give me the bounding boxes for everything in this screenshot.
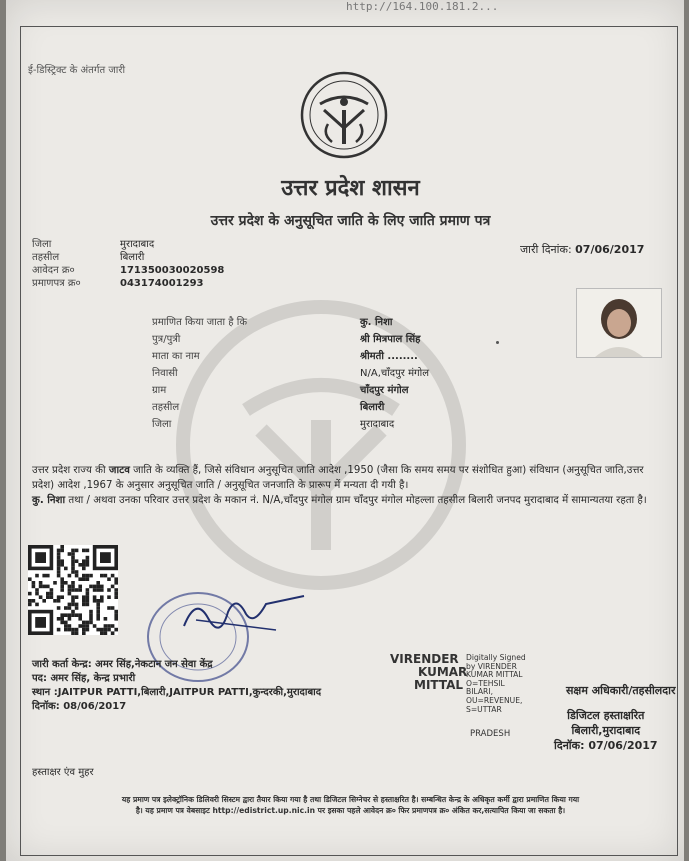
body-text: जाति के व्यक्ति हैं, जिसे संविधान अनुसूचित जाति आदेश ,1950 (जैसा कि समय समय पर संशोधित हुआ) संविधान (अनुसूचित जाति,उत्तर प्रदेश) आदेश ,1967 के अनुसार अनुसूचित जाति / अनुसूचित जनजाति के प्रारूप में मन्यता दी गयी है। — [32, 465, 644, 491]
field-label: प्रमाणित किया जाता है कि — [152, 316, 248, 328]
issue-date — [520, 242, 644, 257]
body-text: तथा / अथवा उनका परिवार उत्तर प्रदेश के मकान नं. N/A,चाँदपुर मंगोल ग्राम चाँदपुर मंगोल मोहल्ला तहसील बिलारी जनपद मुरादाबाद में सामान्यतया रहता है। — [65, 495, 647, 506]
person-photo-icon — [577, 289, 661, 357]
meta-label: प्रमाणपत्र क्र० — [32, 278, 81, 289]
digital-signed-location: बिलारी,मुरादाबाद — [571, 724, 641, 737]
digital-signature-details — [466, 654, 546, 739]
field-label: तहसील — [152, 401, 180, 413]
footer-line: है। यह प्रमाण पत्र वेबसाइट http://edistrict.up.nic.in पर इसका पहले आवेदन क्र० फिर प्रमाणपत्र क्र० अंकित कर,सत्यापित किया जा सकता है। — [135, 806, 566, 815]
field-label: माता का नाम — [152, 350, 200, 362]
certificate-body — [32, 463, 662, 508]
field-label: जिला — [152, 418, 172, 430]
qr-code-icon — [28, 545, 118, 635]
field-label: ग्राम — [152, 384, 167, 396]
sig-detail-line: O=TEHSIL — [466, 678, 505, 688]
issuer-block — [32, 658, 321, 714]
field-value: N/A,चाँदपुर मंगोल — [360, 367, 430, 379]
field-row — [152, 380, 429, 397]
govt-title: उत्तर प्रदेश शासन — [281, 175, 420, 201]
meta-value: बिलारी — [120, 252, 145, 263]
field-value: बिलारी — [360, 401, 385, 413]
field-row — [152, 363, 429, 380]
officer-designation: सक्षम अधिकारी/तहसीलदार — [566, 684, 676, 697]
meta-label: जिला — [32, 239, 52, 250]
sign-and-seal-label: हस्ताक्षर एंव मुहर — [32, 767, 94, 778]
meta-value: मुरादाबाद — [120, 239, 155, 250]
handwritten-signature-icon — [176, 590, 306, 636]
field-label: पुत्र/पुत्री — [152, 333, 181, 345]
certificate-title: उत्तर प्रदेश के अनुसूचित जाति के लिए जाति प्रमाण पत्र — [210, 213, 491, 229]
meta-value: 043174001293 — [120, 278, 204, 289]
field-value: मुरादाबाद — [360, 418, 395, 430]
sig-detail-line: Digitally Signed — [466, 653, 526, 662]
footer-line: यह प्रमाण पत्र इलेक्ट्रॉनिक डिलिवरी सिस्टम द्वारा तैयार किया गया है तथा डिजिटल सिग्नेचर से हस्ताक्षरित है। सम्बन्धित केन्द्र के अधिकृत कर्मी द्वारा प्रमाणित किया गया — [121, 795, 580, 804]
field-row — [152, 346, 429, 363]
sig-detail-line: BILARI, — [466, 687, 493, 697]
meta-row-application-no — [32, 264, 224, 277]
sig-detail-pradesh: PRADESH — [470, 729, 511, 740]
signer-name-line: KUMAR — [418, 665, 468, 679]
sig-detail-line: S=UTTAR — [466, 704, 502, 714]
meta-row-certificate-no — [32, 277, 224, 290]
meta-label: तहसील — [32, 252, 60, 263]
field-value: कु. निशा — [360, 316, 393, 328]
digital-signed-date: दिनॉक: 07/06/2017 — [554, 739, 658, 752]
field-row — [152, 312, 429, 329]
issuer-date: दिनॉक: 08/06/2017 — [32, 701, 127, 712]
sig-detail-line: OU=REVENUE, — [466, 695, 523, 705]
issuer-center: जारी कर्ता केन्द्र: अमर सिंह,नेकटान जन सेवा केंद्र — [32, 659, 213, 670]
sig-detail-line: KUMAR MITTAL — [466, 670, 523, 680]
sig-detail-line: by VIRENDER — [466, 661, 517, 671]
field-row — [152, 397, 429, 414]
footer-note — [6, 794, 684, 816]
applicant-name: कु. निशा — [32, 495, 66, 506]
field-value: चाँदपुर मंगोल — [360, 384, 409, 396]
certificate-meta — [32, 238, 224, 290]
meta-row-district — [32, 238, 224, 251]
field-row — [152, 414, 429, 431]
meta-label: आवेदन क्र० — [32, 265, 75, 276]
field-label: निवासी — [152, 367, 178, 379]
certificate-sheet — [6, 0, 684, 861]
issue-date-value: 07/06/2017 — [575, 243, 645, 256]
top-note: ई-डिस्ट्रिक्ट के अंतर्गत जारी — [28, 65, 126, 76]
field-value: श्री मित्रपाल सिंह — [360, 333, 421, 345]
applicant-details — [152, 312, 429, 431]
field-row — [152, 329, 429, 346]
field-value: श्रीमती ........ — [360, 350, 418, 362]
caste-name: जाटव — [108, 465, 130, 476]
browser-url-fragment: http://164.100.181.2... — [346, 0, 499, 13]
applicant-photo — [576, 288, 662, 358]
signer-name-line: VIRENDER — [390, 652, 459, 666]
up-govt-emblem-icon — [298, 70, 390, 160]
digital-signature-block — [554, 708, 658, 753]
issuer-post: पद: अमर सिंह, केन्द्र प्रभारी — [32, 673, 136, 684]
signer-name-line: MITTAL — [414, 678, 464, 692]
issue-date-label: जारी दिनांक: — [520, 243, 572, 256]
body-text: उत्तर प्रदेश राज्य की — [32, 465, 109, 476]
meta-row-tehsil — [32, 251, 224, 264]
meta-value: 171350030020598 — [120, 265, 225, 276]
issuer-place: स्थान :JAITPUR PATTI,बिलारी,JAITPUR PATTI,कुन्दरकी,मुरादाबाद — [32, 687, 322, 698]
digital-signer-name — [390, 653, 467, 692]
digital-signed-label: डिजिटल हस्ताक्षरित — [567, 709, 645, 722]
ink-dot — [496, 341, 499, 344]
